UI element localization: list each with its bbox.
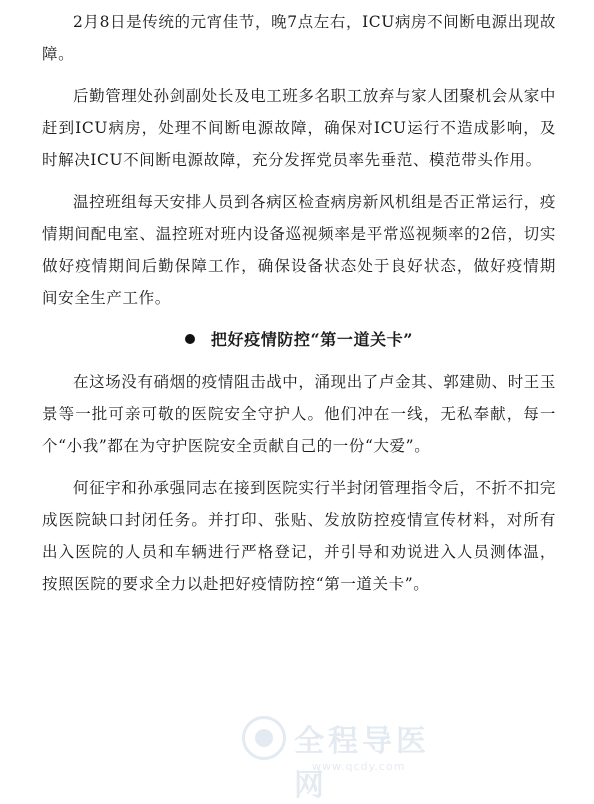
watermark-url: www.qcdy.com [312, 760, 406, 773]
paragraph-temperature-control: 温控班组每天安排人员到各病区检查病房新风机组是否正常运行，疫情期间配电室、温控班对班内设备巡视频率是平常巡视频率的2倍，切实做好疫情期间后勤保障工作，确保设备状态处于良好状态，做好疫情期间安全生产工作。 [42, 193, 557, 307]
paragraph-gate-closure: 何征宇和孙承强同志在接到医院实行半封闭管理指令后，不折不扣完成医院缺口封闭任务。并打印、张贴、发放防控疫情宣传材料，对所有出入医院的人员和车辆进行严格登记，并引导和劝说进入人员测体温，按照医院的要求全力以赴把好疫情防控“第一道关卡”。 [42, 479, 557, 593]
paragraph-logistics-response: 后勤管理处孙剑副处长及电工班多名职工放弃与家人团聚机会从家中赶到ICU病房，处理不间断电源故障，确保对ICU运行不造成影响，及时解决ICU不间断电源故障，充分发挥党员率先垂范、模范带头作用。 [42, 87, 557, 169]
watermark-logo [242, 712, 462, 803]
watermark-title: 全程导医网 [294, 724, 430, 803]
section-heading [42, 324, 556, 356]
section-heading-text: 把好疫情防控“第一道关卡” [210, 330, 414, 349]
article-body [42, 6, 556, 610]
paragraph-safety-guardians: 在这场没有硝烟的疫情阻击战中，涌现出了卢金其、郭建勋、时王玉景等一批可亲可敬的医院安全守护人。他们冲在一线，无私奉献，每一个“小我”都在为守护医院安全贡献自己的一份“大爱”。 [42, 373, 557, 455]
watermark-circle-icon [242, 716, 286, 760]
bullet-icon [185, 334, 195, 344]
paragraph-icu-power-failure: 2月8日是传统的元宵佳节，晚7点左右，ICU病房不间断电源出现故障。 [42, 13, 556, 63]
